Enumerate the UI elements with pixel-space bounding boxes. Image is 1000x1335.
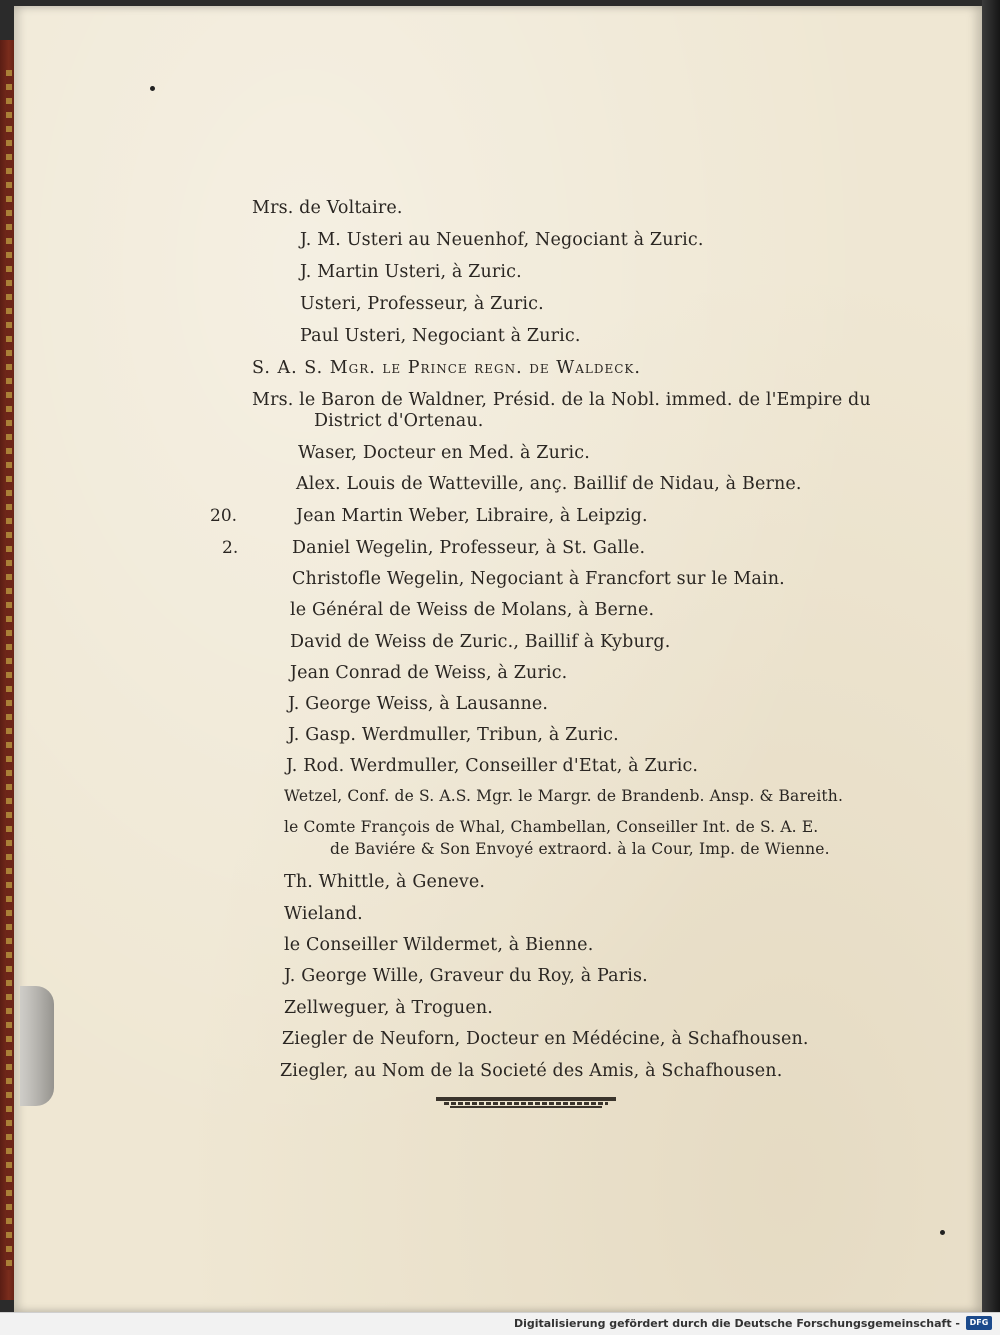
entry-line: Mrs. de Voltaire. <box>252 198 403 218</box>
entry-line: Ziegler de Neuforn, Docteur en Médécine, à Schafhousen. <box>282 1029 809 1049</box>
entry-line: Daniel Wegelin, Professeur, à St. Galle. <box>292 538 646 558</box>
entry-line: J. Gasp. Werdmuller, Tribun, à Zuric. <box>288 725 619 745</box>
entry-line: Th. Whittle, à Geneve. <box>284 872 486 892</box>
gilt-border <box>6 70 12 1270</box>
entry-line: Alex. Louis de Watteville, anç. Baillif de Nidau, à Berne. <box>296 474 802 494</box>
entry-line: J. George Weiss, à Lausanne. <box>288 694 549 714</box>
entry-line: Wieland. <box>284 904 363 924</box>
entry-line: Wetzel, Conf. de S. A.S. Mgr. le Margr. de Brandenb. Ansp. & Bareith. <box>284 787 844 805</box>
margin-number: 20. <box>210 506 238 526</box>
entry-line: District d'Ortenau. <box>314 411 484 431</box>
entry-line: le Général de Weiss de Molans, à Berne. <box>290 600 655 620</box>
margin-number: 2. <box>222 538 239 558</box>
dfg-logo: DFG <box>966 1316 992 1330</box>
entry-line: J. M. Usteri au Neuenhof, Negociant à Zuric. <box>300 230 704 250</box>
ink-dot <box>150 86 155 91</box>
entry-line: J. Martin Usteri, à Zuric. <box>300 262 522 282</box>
entry-line: Waser, Docteur en Med. à Zuric. <box>298 443 590 463</box>
entry-line: le Comte François de Whal, Chambellan, Conseiller Int. de S. A. E. <box>284 818 819 836</box>
scan-background-edge <box>982 0 1000 1334</box>
entry-line: Mrs. le Baron de Waldner, Présid. de la Nobl. immed. de l'Empire du <box>252 390 871 410</box>
closing-ornament <box>436 1097 616 1109</box>
entry-line: S. A. S. Mgr. le Prince regn. de Waldeck. <box>252 358 641 378</box>
entry-line: le Conseiller Wildermet, à Bienne. <box>284 935 594 955</box>
footer-credit: Digitalisierung gefördert durch die Deutsche Forschungsgemeinschaft - <box>513 1317 960 1330</box>
ink-dot <box>940 1230 945 1235</box>
entry-line: Ziegler, au Nom de la Societé des Amis, à Schafhousen. <box>280 1061 783 1081</box>
entry-line: de Baviére & Son Envoyé extraord. à la Cour, Imp. de Wienne. <box>330 840 830 858</box>
entry-line: David de Weiss de Zuric., Baillif à Kyburg. <box>290 632 671 652</box>
entry-line: Usteri, Professeur, à Zuric. <box>300 294 544 314</box>
scanned-page <box>14 6 982 1312</box>
entry-line: Paul Usteri, Negociant à Zuric. <box>300 326 581 346</box>
entry-line: Jean Martin Weber, Libraire, à Leipzig. <box>296 506 648 526</box>
entry-line: Jean Conrad de Weiss, à Zuric. <box>290 663 568 683</box>
entry-line: Christofle Wegelin, Negociant à Francfort sur le Main. <box>292 569 785 589</box>
page-clip <box>20 986 54 1106</box>
entry-line: Zellweguer, à Troguen. <box>284 998 493 1018</box>
entry-line: J. Rod. Werdmuller, Conseiller d'Etat, à Zuric. <box>286 756 699 776</box>
entry-line: J. George Wille, Graveur du Roy, à Paris. <box>284 966 648 986</box>
footer-bar <box>0 1312 1000 1335</box>
